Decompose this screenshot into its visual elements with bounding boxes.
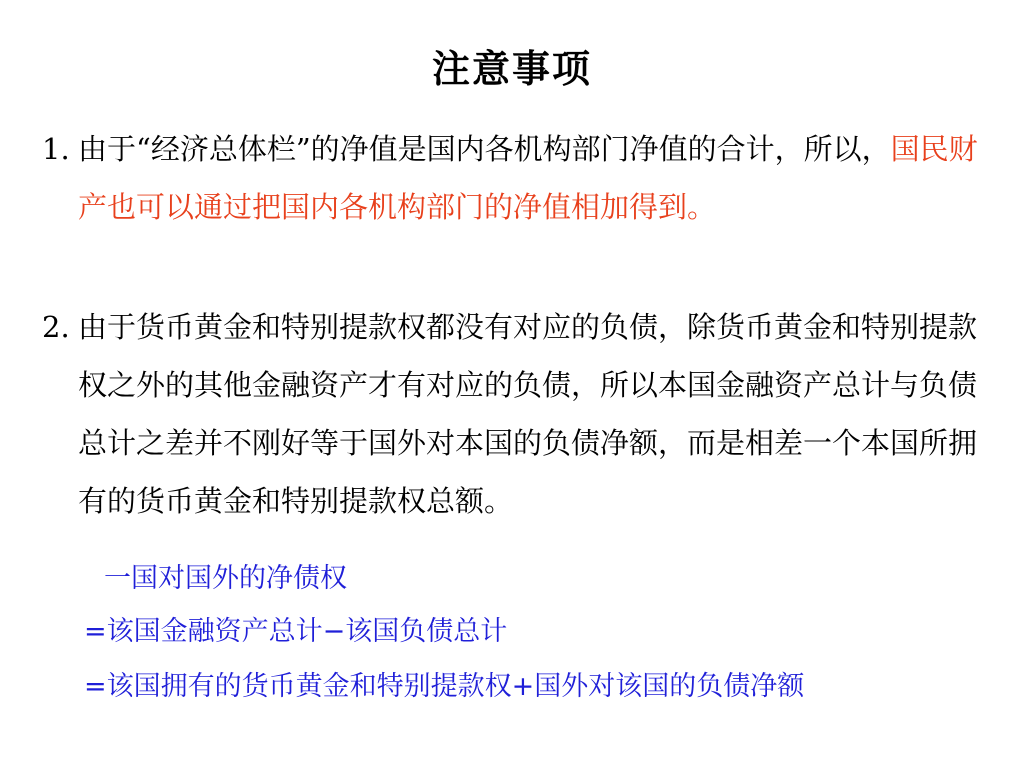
- note-text: 由于“经济总体栏”的净值是国内各机构部门净值的合计，所以，: [78, 132, 891, 166]
- slide-title: 注意事项: [431, 47, 592, 91]
- note-item-1: [42, 120, 982, 236]
- note-item-2: [42, 298, 982, 530]
- note-number: 1.: [42, 132, 70, 166]
- note-body: [78, 120, 982, 236]
- note-body: 由于货币黄金和特别提款权都没有对应的负债，除货币黄金和特别提款权之外的其他金融资产才有对应的负债，所以本国金融资产总计与负债总计之差并不刚好等于国外对本国的负债净额，而是相差一个本国所拥有的货币黄金和特别提款权总额。: [78, 310, 978, 518]
- note-number: 2.: [42, 310, 70, 344]
- formula-line-3: =该国拥有的货币黄金和特别提款权+国外对该国的负债净额: [84, 671, 805, 702]
- note-highlight-text: 国民财产也可以通过把国内各机构部门的净值相加得到。: [78, 132, 978, 224]
- formula-line-2: =该国金融资产总计−该国负债总计: [84, 616, 508, 647]
- formula-line-1: 一国对国外的净债权: [104, 563, 347, 594]
